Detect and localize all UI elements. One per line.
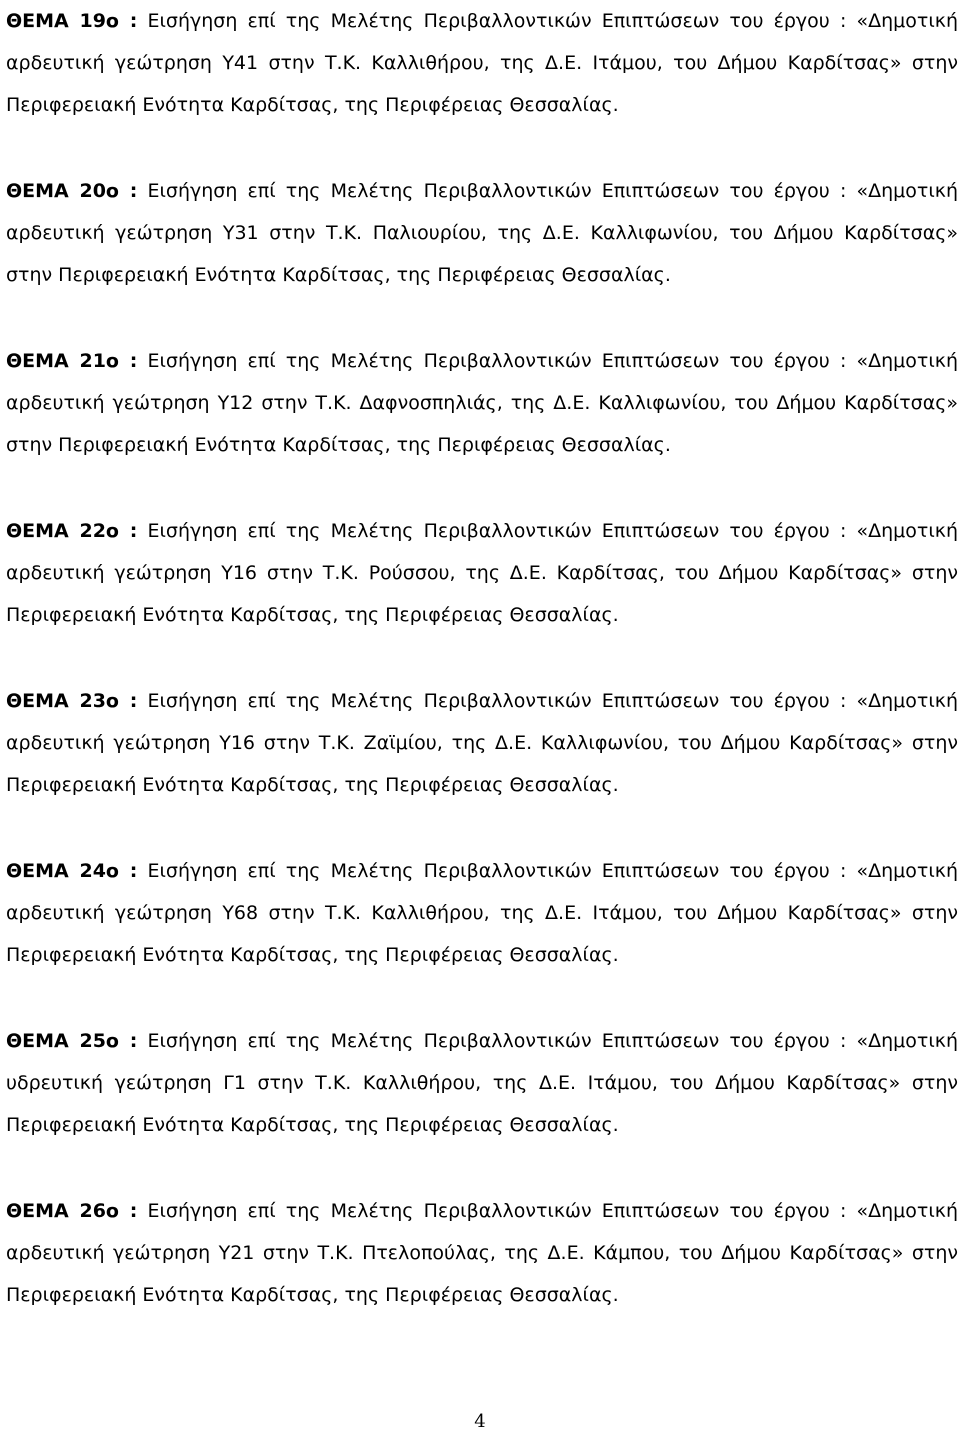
topic-23 <box>6 680 958 806</box>
topic-text: Εισήγηση επί της Μελέτης Περιβαλλοντικών Επιπτώσεων του έργου : «Δημοτική αρδευτική γεώτρηση Υ21 στην Τ.Κ. Πτελοπούλας, της Δ.Ε. Κάμπου, του Δήμου Καρδίτσας» στην Περιφερειακή Ενότητα Καρδίτσας, της Περιφέρειας Θεσσαλίας. <box>6 1200 958 1306</box>
topic-26 <box>6 1190 958 1316</box>
topic-19 <box>6 0 958 126</box>
topic-label: ΘΕΜΑ 24ο : <box>6 860 138 882</box>
topic-text: Εισήγηση επί της Μελέτης Περιβαλλοντικών Επιπτώσεων του έργου : «Δημοτική υδρευτική γεώτρηση Γ1 στην Τ.Κ. Καλλιθήρου, της Δ.Ε. Ιτάμου, του Δήμου Καρδίτσας» στην Περιφερειακή Ενότητα Καρδίτσας, της Περιφέρειας Θεσσαλίας. <box>6 1030 958 1136</box>
topic-text: Εισήγηση επί της Μελέτης Περιβαλλοντικών Επιπτώσεων του έργου : «Δημοτική αρδευτική γεώτρηση Υ16 στην Τ.Κ. Ρούσσου, της Δ.Ε. Καρδίτσας, του Δήμου Καρδίτσας» στην Περιφερειακή Ενότητα Καρδίτσας, της Περιφέρειας Θεσσαλίας. <box>6 520 958 626</box>
topic-label: ΘΕΜΑ 23ο : <box>6 690 138 712</box>
topic-label: ΘΕΜΑ 20ο : <box>6 180 138 202</box>
topic-24 <box>6 850 958 976</box>
topic-22 <box>6 510 958 636</box>
topic-20 <box>6 170 958 296</box>
topic-21 <box>6 340 958 466</box>
topic-text: Εισήγηση επί της Μελέτης Περιβαλλοντικών Επιπτώσεων του έργου : «Δημοτική αρδευτική γεώτρηση Υ12 στην Τ.Κ. Δαφνοσπηλιάς, της Δ.Ε. Καλλιφωνίου, του Δήμου Καρδίτσας» στην Περιφερειακή Ενότητα Καρδίτσας, της Περιφέρειας Θεσσαλίας. <box>6 350 958 456</box>
topic-label: ΘΕΜΑ 25ο : <box>6 1030 138 1052</box>
topic-label: ΘΕΜΑ 26ο : <box>6 1200 138 1222</box>
topic-label: ΘΕΜΑ 22ο : <box>6 520 138 542</box>
topic-text: Εισήγηση επί της Μελέτης Περιβαλλοντικών Επιπτώσεων του έργου : «Δημοτική αρδευτική γεώτρηση Υ31 στην Τ.Κ. Παλιουρίου, της Δ.Ε. Καλλιφωνίου, του Δήμου Καρδίτσας» στην Περιφερειακή Ενότητα Καρδίτσας, της Περιφέρειας Θεσσαλίας. <box>6 180 958 286</box>
topic-text: Εισήγηση επί της Μελέτης Περιβαλλοντικών Επιπτώσεων του έργου : «Δημοτική αρδευτική γεώτρηση Υ68 στην Τ.Κ. Καλλιθήρου, της Δ.Ε. Ιτάμου, του Δήμου Καρδίτσας» στην Περιφερειακή Ενότητα Καρδίτσας, της Περιφέρειας Θεσσαλίας. <box>6 860 958 966</box>
topic-text: Εισήγηση επί της Μελέτης Περιβαλλοντικών Επιπτώσεων του έργου : «Δημοτική αρδευτική γεώτρηση Υ16 στην Τ.Κ. Ζαϊμίου, της Δ.Ε. Καλλιφωνίου, του Δήμου Καρδίτσας» στην Περιφερειακή Ενότητα Καρδίτσας, της Περιφέρειας Θεσσαλίας. <box>6 690 958 796</box>
topic-text: Εισήγηση επί της Μελέτης Περιβαλλοντικών Επιπτώσεων του έργου : «Δημοτική αρδευτική γεώτρηση Υ41 στην Τ.Κ. Καλλιθήρου, της Δ.Ε. Ιτάμου, του Δήμου Καρδίτσας» στην Περιφερειακή Ενότητα Καρδίτσας, της Περιφέρειας Θεσσαλίας. <box>6 10 958 116</box>
topic-25 <box>6 1020 958 1146</box>
topic-label: ΘΕΜΑ 19ο : <box>6 10 138 32</box>
page-number: 4 <box>474 1411 486 1432</box>
topic-label: ΘΕΜΑ 21ο : <box>6 350 138 372</box>
